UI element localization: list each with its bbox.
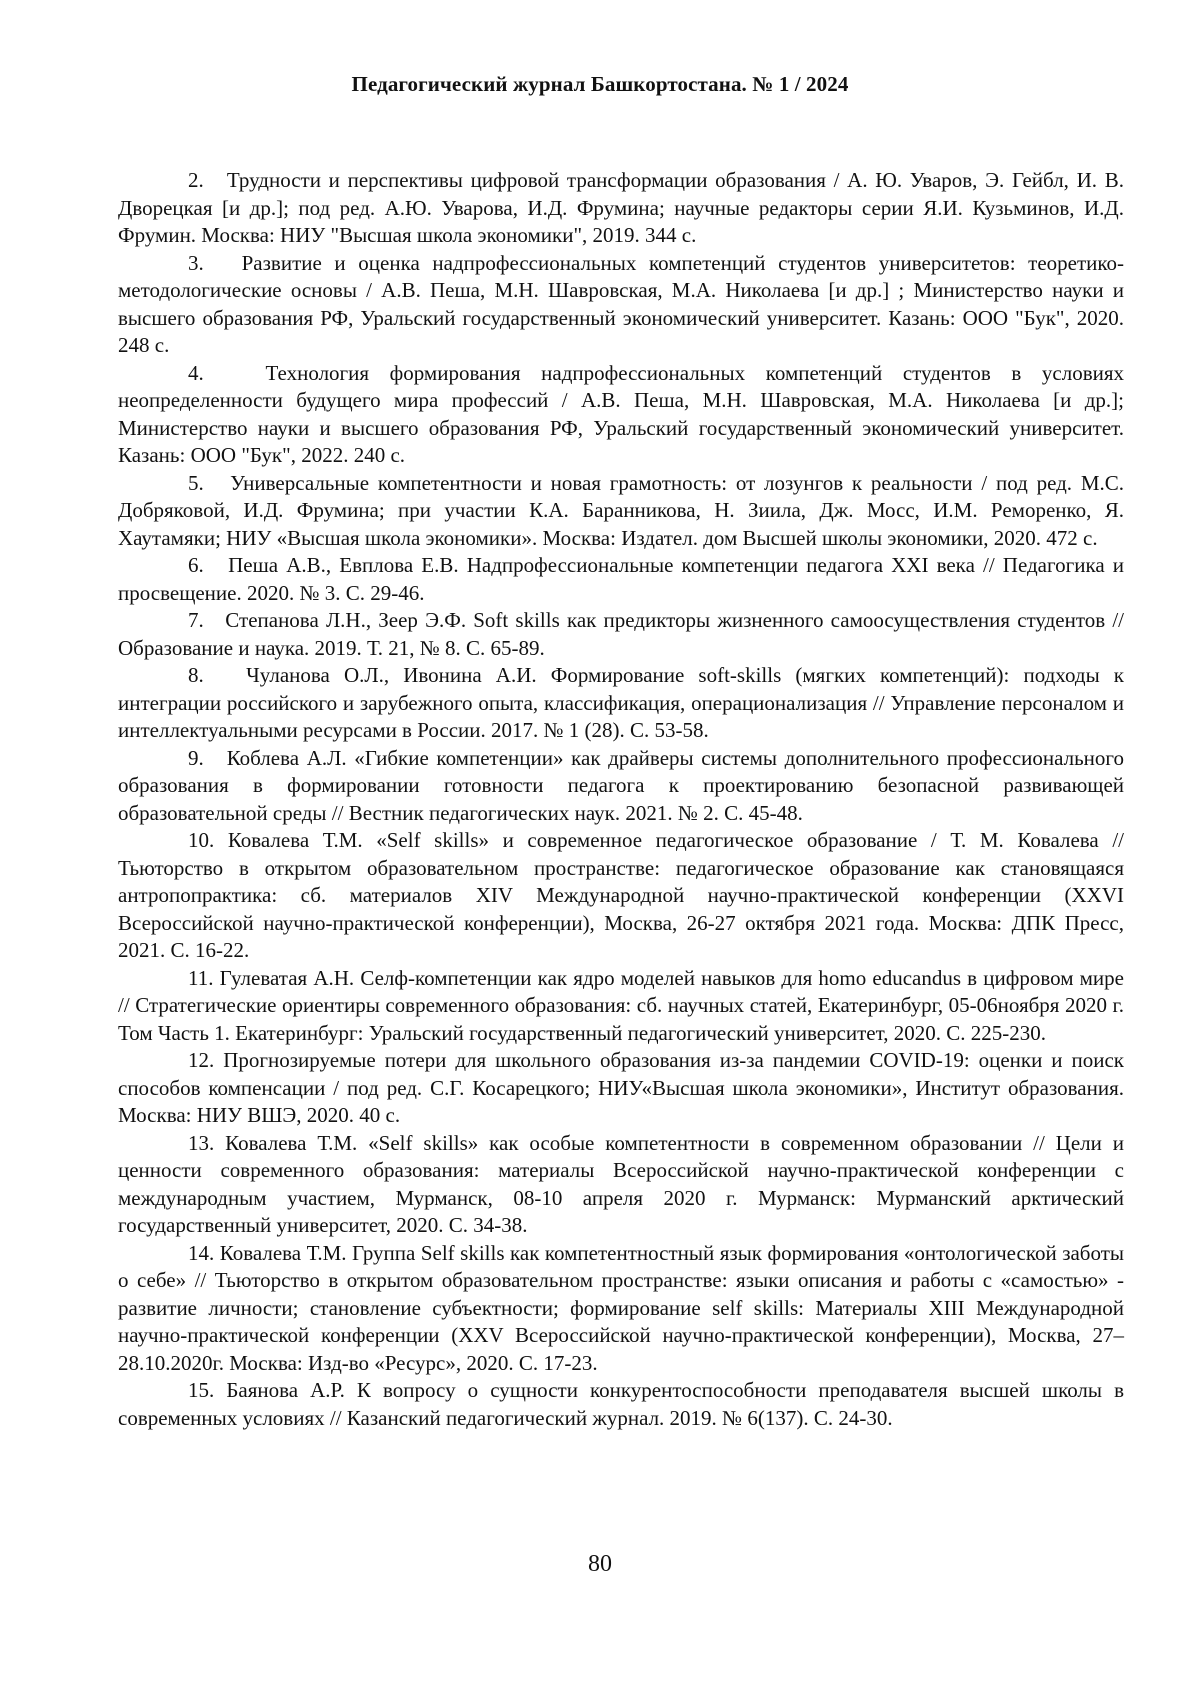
reference-item-6 [118, 552, 1124, 607]
reference-number: 12. [188, 1048, 214, 1072]
reference-number: 8. [188, 663, 204, 687]
reference-item-12 [118, 1047, 1124, 1130]
reference-number: 13. [188, 1131, 214, 1155]
reference-text: Степанова Л.Н., Зеер Э.Ф. Soft skills как предикторы жизненного самоосуществления студентов // Образование и наука. 2019. Т. 21, № 8. С. 65-89. [118, 608, 1124, 660]
reference-list [118, 167, 1124, 1432]
reference-text: Развитие и оценка надпрофессиональных компетенций студентов университетов: теоретико-методологические основы / А.В. Пеша, М.Н. Шавровская, М.А. Николаева [и др.] ; Министерство науки и высшего образования РФ, Уральский государственный экономический университет. Казань: ООО "Бук", 2020. 248 с. [118, 251, 1124, 358]
reference-text: Баянова А.Р. К вопросу о сущности конкурентоспособности преподавателя высшей школы в современных условиях // Казанский педагогический журнал. 2019. № 6(137). С. 24-30. [118, 1378, 1124, 1430]
reference-text: Ковалева Т.М. «Self skills» как особые компетентности в современном образовании // Цели и ценности современного образования: материалы Всероссийской научно-практической конференции с международным участием, Мурманск, 08-10 апреля 2020 г. Мурманск: Мурманский арктический государственный университет, 2020. С. 34-38. [118, 1131, 1124, 1238]
reference-number: 3. [188, 251, 204, 275]
reference-number: 14. [188, 1241, 214, 1265]
reference-number: 15. [188, 1378, 214, 1402]
reference-text: Ковалева Т.М. Группа Self skills как компетентностный язык формирования «онтологической заботы о себе» // Тьюторство в открытом образовательном пространстве: языки описания и работы с «самостью» - развитие личности; становление субъектности; формирование self skills: Материалы XIII Международной научно-практической конференции (XXV Всероссийской научно-практической конференции), Москва, 27–28.10.2020г. Москва: Изд-во «Ресурс», 2020. С. 17-23. [118, 1241, 1124, 1375]
reference-item-14 [118, 1240, 1124, 1378]
reference-item-13 [118, 1130, 1124, 1240]
reference-item-2 [118, 167, 1124, 250]
reference-item-4 [118, 360, 1124, 470]
reference-item-10 [118, 827, 1124, 965]
page-number: 80 [0, 1551, 1200, 1578]
reference-number: 4. [188, 361, 204, 385]
reference-text: Коблева А.Л. «Гибкие компетенции» как драйверы системы дополнительного профессионального образования в формировании готовности педагога к проектированию безопасной развивающей образовательной среды // Вестник педагогических наук. 2021. № 2. С. 45-48. [118, 746, 1124, 825]
reference-text: Универсальные компетентности и новая грамотность: от лозунгов к реальности / под ред. М.С. Добряковой, И.Д. Фрумина; при участии К.А. Баранникова, Н. Зиила, Дж. Мосс, И.М. Реморенко, Я. Хаутамяки; НИУ «Высшая школа экономики». Москва: Издател. дом Высшей школы экономики, 2020. 472 с. [118, 471, 1124, 550]
reference-item-15 [118, 1377, 1124, 1432]
reference-item-3 [118, 250, 1124, 360]
reference-item-5 [118, 470, 1124, 553]
reference-item-9 [118, 745, 1124, 828]
reference-text: Гулеватая А.Н. Селф-компетенции как ядро моделей навыков для homo educandus в цифровом мире // Стратегические ориентиры современного образования: сб. научных статей, Екатеринбург, 05-06ноября 2020 г. Том Часть 1. Екатеринбург: Уральский государственный педагогический университет, 2020. С. 225-230. [118, 966, 1124, 1045]
reference-text: Ковалева Т.М. «Self skills» и современное педагогическое образование / Т. М. Ковалева // Тьюторство в открытом образовательном пространстве: педагогическое образование как становящаяся антропопрактика: сб. материалов XIV Международной научно-практической конференции (XXVI Всероссийской научно-практической конференции), Москва, 26-27 октября 2021 года. Москва: ДПК Пресс, 2021. С. 16-22. [118, 828, 1124, 962]
reference-text: Технология формирования надпрофессиональных компетенций студентов в условиях неопределенности будущего мира профессий / А.В. Пеша, М.Н. Шавровская, М.А. Николаева [и др.]; Министерство науки и высшего образования РФ, Уральский государственный экономический университет. Казань: ООО "Бук", 2022. 240 с. [118, 361, 1124, 468]
reference-text: Трудности и перспективы цифровой трансформации образования / А. Ю. Уваров, Э. Гейбл, И. В. Дворецкая [и др.]; под ред. А.Ю. Уварова, И.Д. Фрумина; научные редакторы серии Я.И. Кузьминов, И.Д. Фрумин. Москва: НИУ "Высшая школа экономики", 2019. 344 с. [118, 168, 1124, 247]
reference-text: Пеша А.В., Евплова Е.В. Надпрофессиональные компетенции педагога XXI века // Педагогика и просвещение. 2020. № 3. С. 29-46. [118, 553, 1124, 605]
journal-header: Педагогический журнал Башкортостана. № 1 / 2024 [0, 72, 1200, 97]
reference-number: 5. [188, 471, 204, 495]
reference-number: 7. [188, 608, 204, 632]
reference-text: Прогнозируемые потери для школьного образования из-за пандемии COVID-19: оценки и поиск способов компенсации / под ред. С.Г. Косарецкого; НИУ«Высшая школа экономики», Институт образования. Москва: НИУ ВШЭ, 2020. 40 с. [118, 1048, 1124, 1127]
reference-text: Чуланова О.Л., Ивонина А.И. Формирование soft-skills (мягких компетенций): подходы к интеграции российского и зарубежного опыта, классификация, операционализация // Управление персоналом и интеллектуальными ресурсами в России. 2017. № 1 (28). С. 53-58. [118, 663, 1124, 742]
reference-number: 10. [188, 828, 214, 852]
reference-number: 9. [188, 746, 204, 770]
reference-number: 2. [188, 168, 204, 192]
reference-item-11 [118, 965, 1124, 1048]
reference-item-7 [118, 607, 1124, 662]
reference-item-8 [118, 662, 1124, 745]
reference-number: 6. [188, 553, 204, 577]
reference-number: 11. [188, 966, 213, 990]
